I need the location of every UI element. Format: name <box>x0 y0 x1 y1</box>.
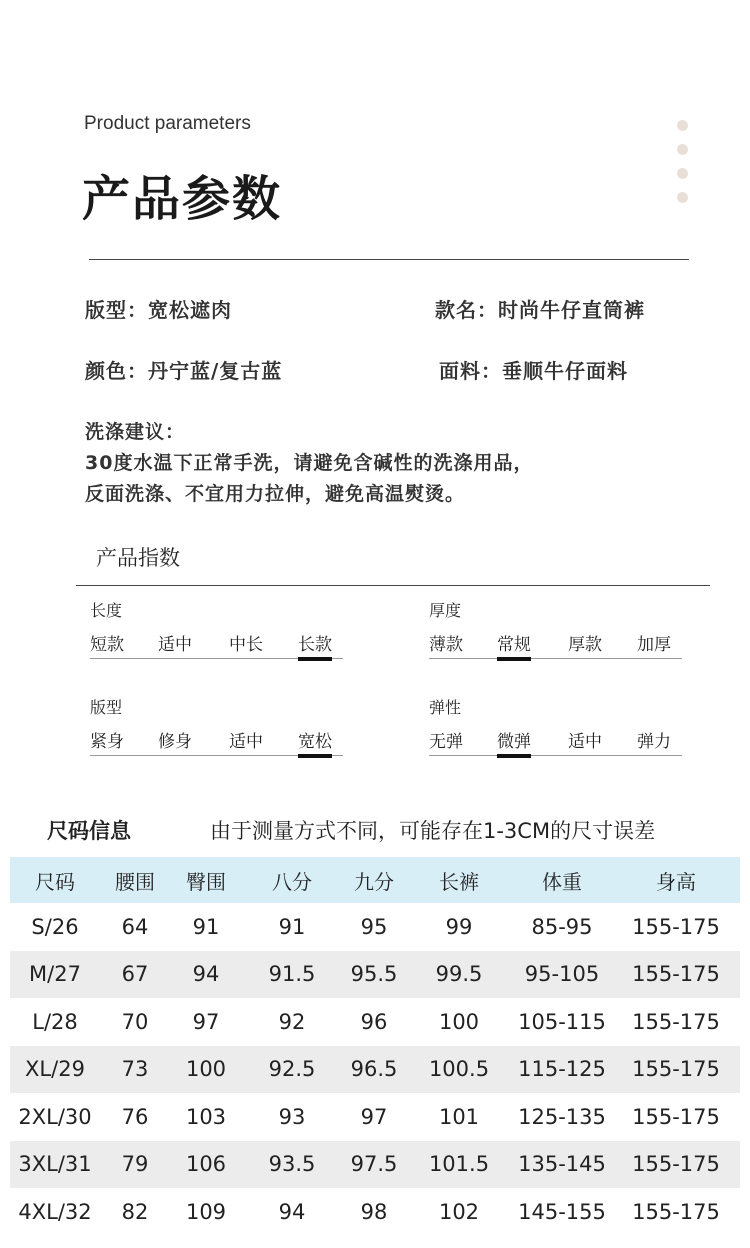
scale-option: 短款 <box>90 635 124 655</box>
column-header: 身高 <box>612 857 740 903</box>
table-cell: 85-95 <box>531 914 593 939</box>
table-cell: XL/29 <box>10 1046 100 1094</box>
table-cell: 106 <box>170 1141 242 1189</box>
table-cell: 94 <box>278 1199 306 1224</box>
table-cell: 115-125 <box>512 1046 612 1094</box>
table-cell: 97 <box>192 1009 220 1034</box>
scale-option-selected: 常规 <box>497 630 531 658</box>
column-header: 尺码 <box>10 857 100 903</box>
scale-option: 适中 <box>568 732 602 752</box>
size-table-header <box>10 857 740 903</box>
header-divider <box>89 259 689 260</box>
table-cell: 135-145 <box>512 1141 612 1189</box>
scale-label-fit: 版型 <box>90 698 123 717</box>
scale-option-selected: 长款 <box>298 630 332 658</box>
scale-option: 薄款 <box>429 635 463 655</box>
table-cell: 82 <box>121 1199 149 1224</box>
size-info-title: 尺码信息 <box>47 819 131 843</box>
table-cell: 103 <box>185 1104 227 1129</box>
table-cell: 97 <box>360 1104 388 1129</box>
table-cell: 95-105 <box>512 951 612 999</box>
table-cell: 155-175 <box>632 1199 720 1224</box>
table-cell: 96 <box>360 1009 388 1034</box>
scale-option: 弹力 <box>637 732 671 752</box>
index-divider <box>76 585 710 586</box>
table-row <box>10 1141 740 1189</box>
table-cell: S/26 <box>31 914 79 939</box>
table-cell: 96.5 <box>342 1046 406 1094</box>
column-header: 臀围 <box>170 857 242 903</box>
table-cell: 145-155 <box>518 1199 606 1224</box>
param-fit: 版型：宽松遮肉 <box>85 298 232 322</box>
page-subtitle: Product parameters <box>84 113 251 134</box>
column-header: 腰围 <box>100 857 170 903</box>
table-row <box>10 903 740 951</box>
page-title: 产品参数 <box>82 171 283 227</box>
decor-dot <box>677 168 688 179</box>
table-cell: 155-175 <box>612 1046 740 1094</box>
table-cell: 91.5 <box>242 951 342 999</box>
size-table <box>10 857 740 1236</box>
table-cell: 105-115 <box>518 1009 606 1034</box>
table-row <box>10 1093 740 1141</box>
table-cell: 95.5 <box>342 951 406 999</box>
washing-title: 洗涤建议： <box>85 421 186 443</box>
decor-dot <box>677 192 688 203</box>
table-cell: 155-175 <box>632 1009 720 1034</box>
scale-option-selected: 微弹 <box>497 727 531 755</box>
table-cell: 95 <box>360 914 388 939</box>
table-cell: 3XL/31 <box>10 1141 100 1189</box>
scale-option: 无弹 <box>429 732 463 752</box>
table-cell: 101 <box>438 1104 480 1129</box>
table-cell: 2XL/30 <box>18 1104 92 1129</box>
table-cell: 70 <box>121 1009 149 1034</box>
table-cell: 4XL/32 <box>18 1199 92 1224</box>
scale-thickness <box>429 628 682 659</box>
scale-label-thickness: 厚度 <box>429 601 462 620</box>
scale-option-selected: 宽松 <box>298 727 332 755</box>
table-cell: 155-175 <box>632 914 720 939</box>
param-fabric: 面料：垂顺牛仔面料 <box>439 359 628 383</box>
table-cell: 76 <box>121 1104 149 1129</box>
size-info-note: 由于测量方式不同，可能存在1-3CM的尺寸误差 <box>210 819 656 843</box>
scale-label-elasticity: 弹性 <box>429 698 462 717</box>
table-cell: 94 <box>170 951 242 999</box>
washing-line-2: 反面洗涤、不宜用力拉伸，避免高温熨烫。 <box>85 483 466 505</box>
table-cell: 109 <box>185 1199 227 1224</box>
table-cell: 100 <box>438 1009 480 1034</box>
table-cell: 100.5 <box>406 1046 512 1094</box>
scale-option: 中长 <box>229 635 263 655</box>
scale-option: 厚款 <box>568 635 602 655</box>
table-cell: 79 <box>100 1141 170 1189</box>
table-cell: 92.5 <box>242 1046 342 1094</box>
table-row <box>10 1046 740 1094</box>
table-cell: 67 <box>100 951 170 999</box>
table-cell: 97.5 <box>342 1141 406 1189</box>
table-row <box>10 1188 740 1236</box>
table-cell: 99 <box>445 914 473 939</box>
table-row <box>10 998 740 1046</box>
scale-option: 修身 <box>158 732 192 752</box>
table-cell: 64 <box>121 914 149 939</box>
scale-option: 紧身 <box>90 732 124 752</box>
table-cell: 92 <box>278 1009 306 1034</box>
table-cell: 98 <box>360 1199 388 1224</box>
scale-elasticity <box>429 725 682 756</box>
table-cell: 73 <box>100 1046 170 1094</box>
table-cell: 125-135 <box>518 1104 606 1129</box>
table-cell: 102 <box>438 1199 480 1224</box>
column-header: 九分 <box>342 857 406 903</box>
scale-label-length: 长度 <box>90 601 123 620</box>
scale-length <box>90 628 343 659</box>
column-header: 长裤 <box>406 857 512 903</box>
table-cell: 93.5 <box>242 1141 342 1189</box>
index-title: 产品指数 <box>96 546 180 570</box>
table-cell: 100 <box>170 1046 242 1094</box>
table-cell: 99.5 <box>406 951 512 999</box>
column-header: 体重 <box>512 857 612 903</box>
scale-option: 适中 <box>229 732 263 752</box>
scale-option: 加厚 <box>637 635 671 655</box>
column-header: 八分 <box>242 857 342 903</box>
table-cell: 155-175 <box>612 951 740 999</box>
table-cell: L/28 <box>32 1009 78 1034</box>
decor-dot <box>677 120 688 131</box>
size-table-body <box>10 903 740 1236</box>
table-cell: 155-175 <box>612 1141 740 1189</box>
param-color: 颜色：丹宁蓝/复古蓝 <box>85 359 283 383</box>
table-cell: 93 <box>278 1104 306 1129</box>
table-cell: M/27 <box>10 951 100 999</box>
table-row <box>10 951 740 999</box>
table-cell: 101.5 <box>406 1141 512 1189</box>
param-style-name: 款名：时尚牛仔直筒裤 <box>435 298 645 322</box>
table-cell: 91 <box>278 914 306 939</box>
table-cell: 91 <box>192 914 220 939</box>
table-cell: 155-175 <box>632 1104 720 1129</box>
scale-fit <box>90 725 343 756</box>
decor-dot <box>677 144 688 155</box>
scale-option: 适中 <box>158 635 192 655</box>
washing-line-1: 30度水温下正常手洗，请避免含碱性的洗涤用品， <box>85 452 534 474</box>
